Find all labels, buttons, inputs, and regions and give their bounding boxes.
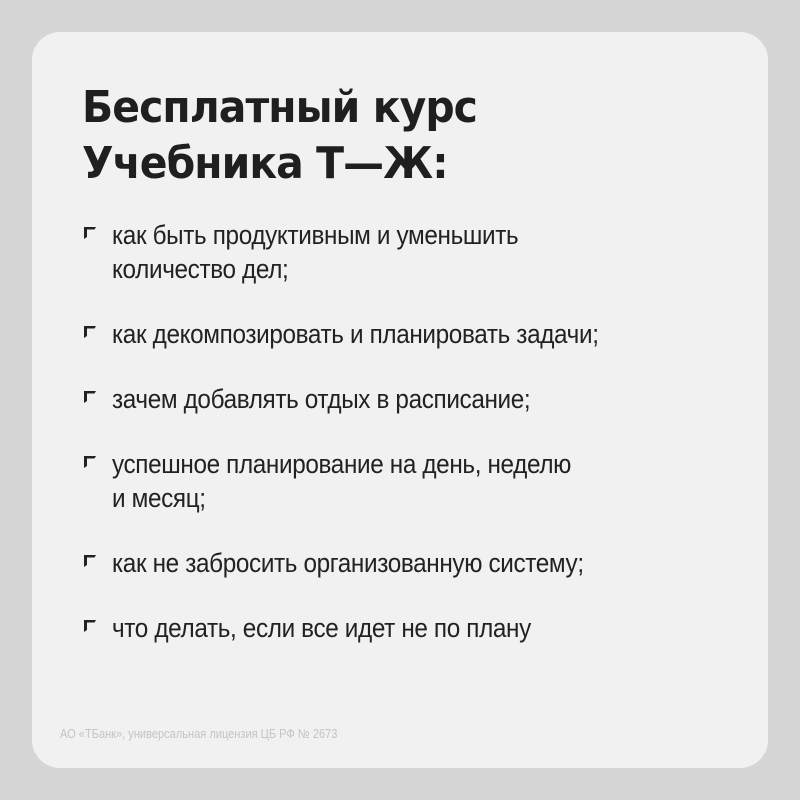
info-card	[32, 32, 768, 768]
list-item	[84, 611, 653, 645]
list-item-text: успешное планирование на день, неделю и месяц;	[112, 449, 572, 513]
list-item	[84, 317, 653, 351]
page-title	[82, 80, 477, 192]
list-item-text: как быть продуктивным и уменьшить количество дел;	[112, 220, 519, 284]
title-line-1: Бесплатный курс	[82, 82, 478, 133]
list-item	[84, 218, 653, 286]
list-item	[84, 382, 653, 416]
corner-bullet-icon	[84, 391, 96, 403]
corner-bullet-icon	[84, 620, 96, 632]
corner-bullet-icon	[84, 227, 96, 239]
title-line-2: Учебника Т—Ж:	[82, 138, 448, 189]
corner-bullet-icon	[84, 555, 96, 567]
list-item-text: что делать, если все идет не по плану	[112, 613, 531, 643]
list-item-text: как декомпозировать и планировать задачи;	[112, 319, 599, 349]
list-item	[84, 447, 653, 515]
corner-bullet-icon	[84, 456, 96, 468]
course-topics-list	[84, 218, 653, 676]
list-item-text: зачем добавлять отдых в расписание;	[112, 384, 531, 414]
list-item-text: как не забросить организованную систему;	[112, 548, 584, 578]
corner-bullet-icon	[84, 326, 96, 338]
list-item	[84, 546, 653, 580]
license-footer: АО «ТБанк», универсальная лицензия ЦБ РФ № 2673	[60, 726, 338, 741]
